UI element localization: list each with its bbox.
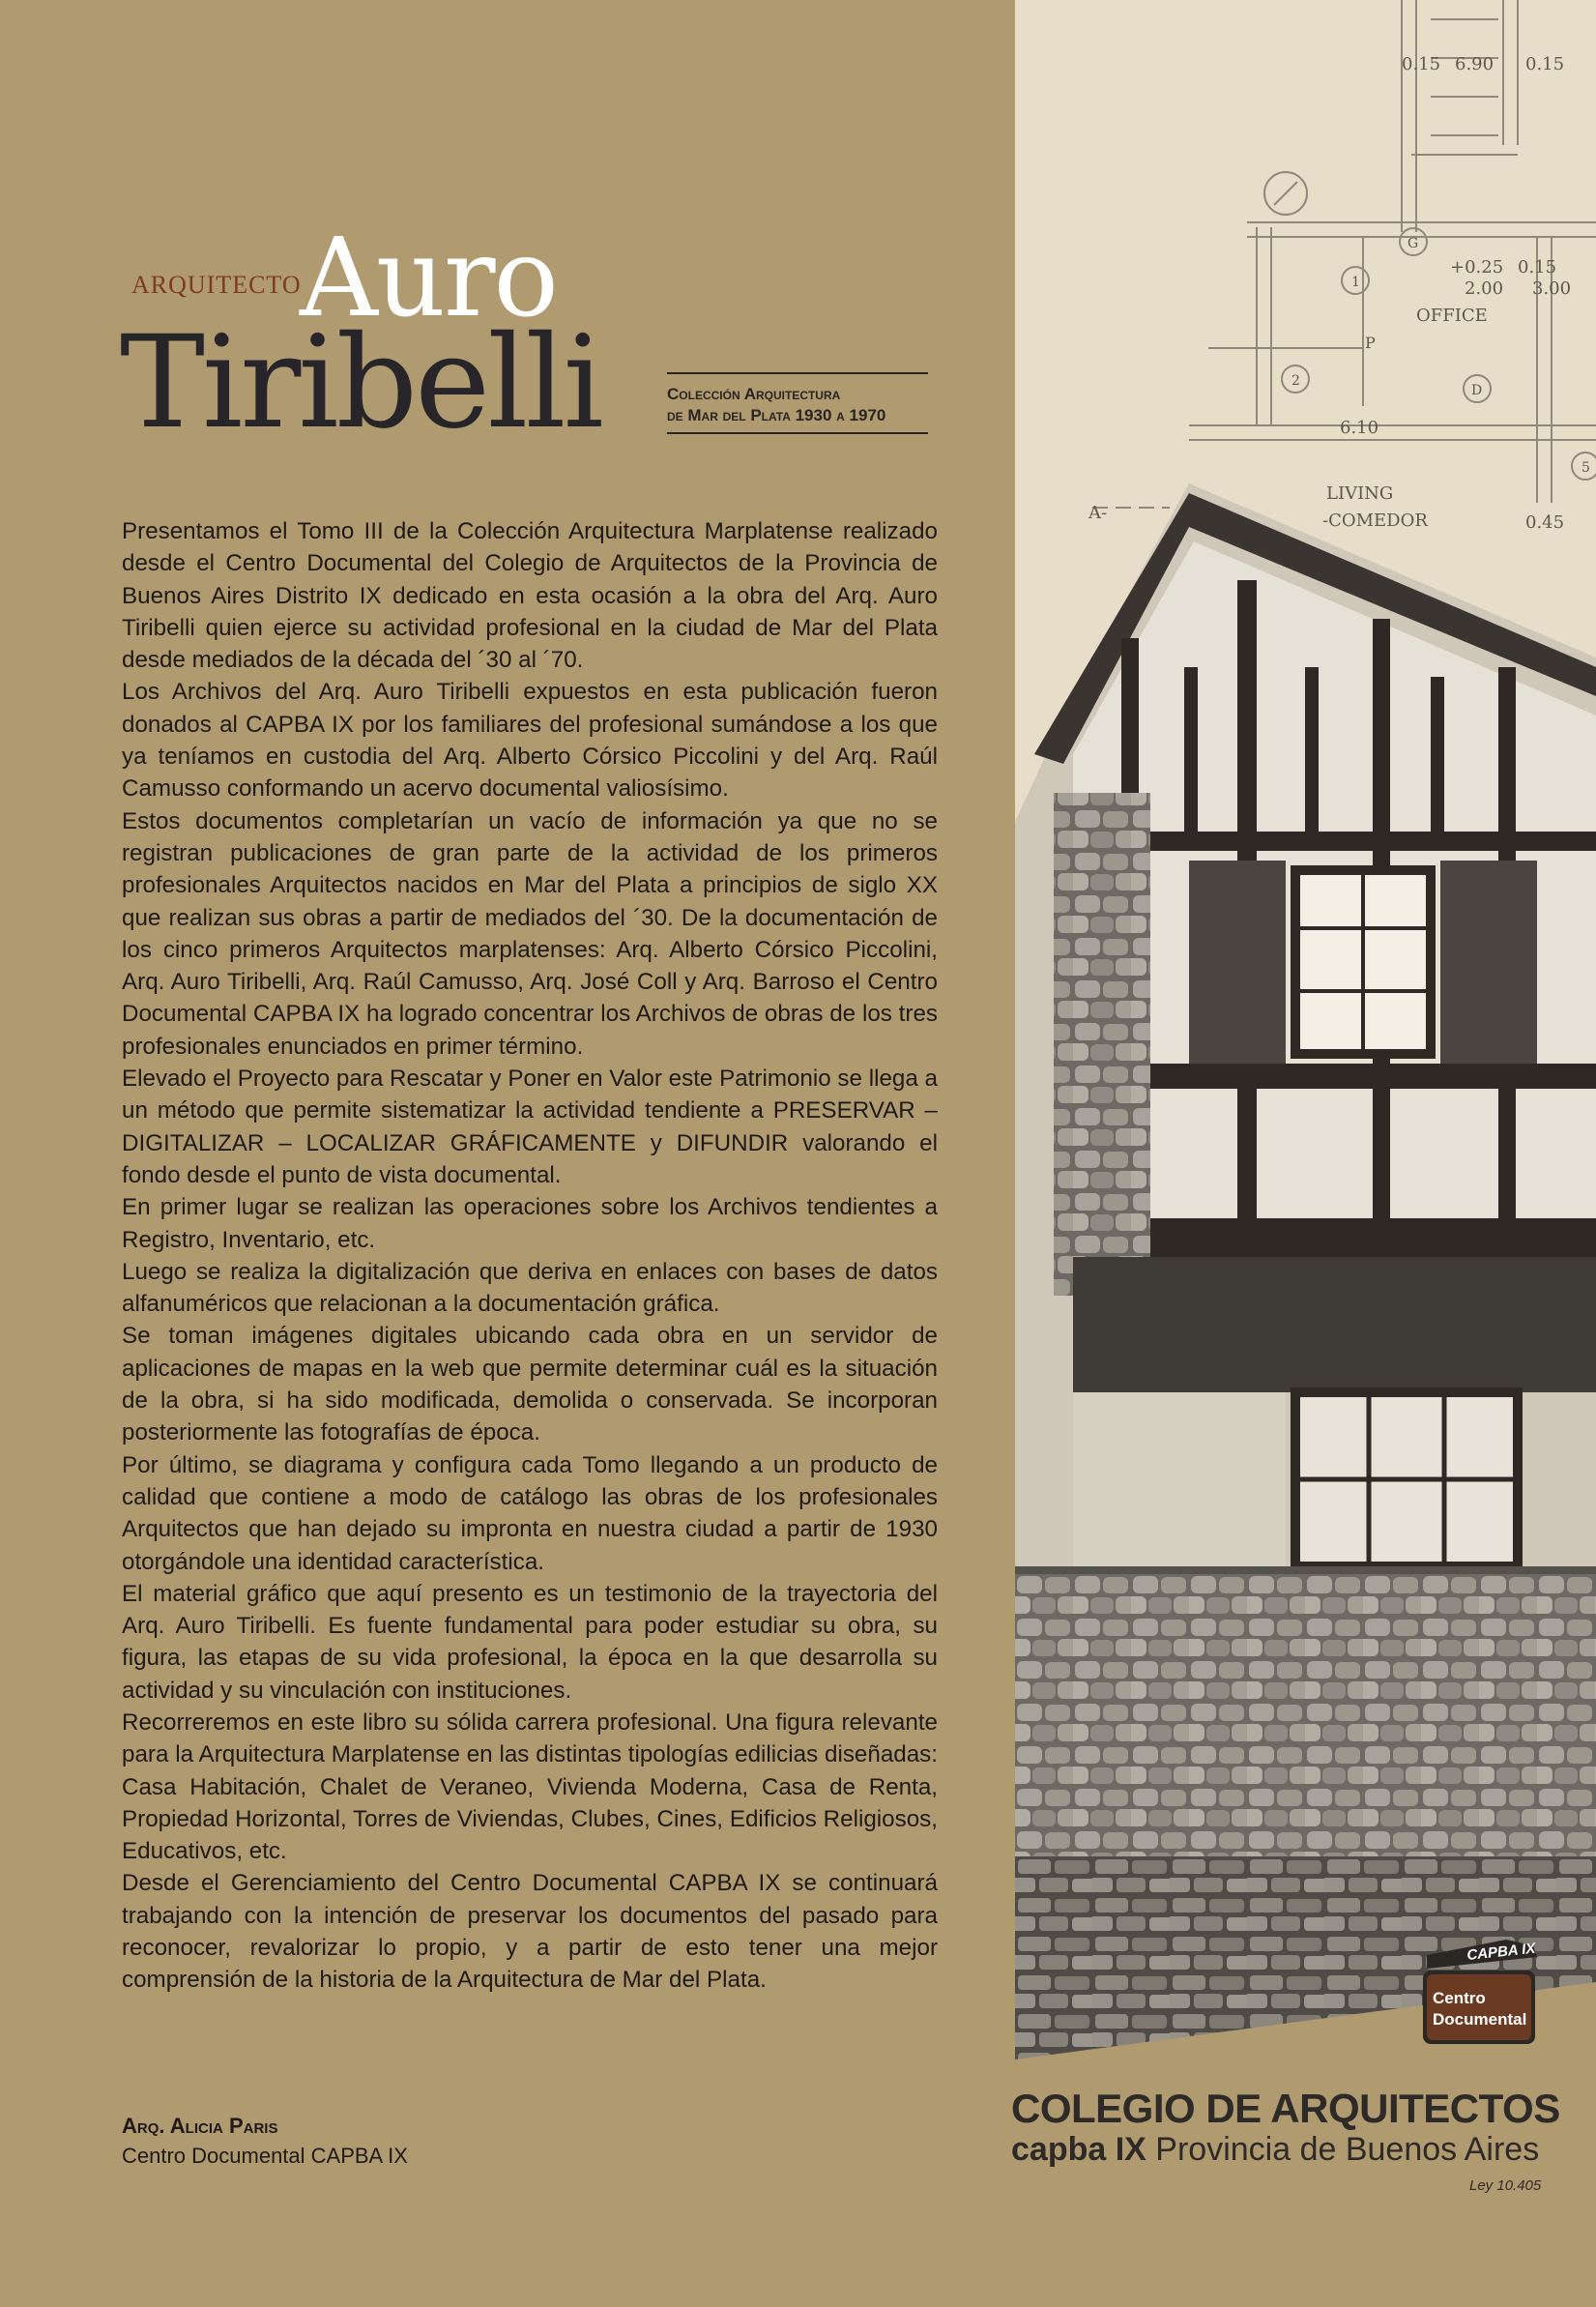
plan-label: 1	[1351, 275, 1360, 290]
plan-label: 6.90	[1455, 54, 1494, 74]
org-province: Provincia de Buenos Aires	[1155, 2131, 1540, 2168]
architect-first-name: Auro	[300, 216, 557, 341]
plan-label: 2.00	[1465, 278, 1504, 299]
plan-label: G	[1407, 236, 1419, 251]
plan-label: 3.00	[1532, 278, 1572, 299]
paragraph: El material gráfico que aquí presento es un testimonio de la trayectoria del Arq. Auro Tiribelli. Es fuente fundamental para poder estudiar su obra, su figura, las etapas de su vida profesional, la época en la que desarrolla su actividad y su vinculación con instituciones.	[122, 1580, 938, 1704]
plan-label: 0.15	[1402, 54, 1441, 74]
org-name: COLEGIO DE ARQUITECTOS	[1011, 2086, 1560, 2131]
paragraph: Los Archivos del Arq. Auro Tiribelli expuestos en esta publicación fueron donados al CAPBA IX por los familiares del profesional sumándose a los que ya teníamos en custodia del Arq. Alberto Córsico Piccolini y del Arq. Raúl Camusso conformando un acervo documental valiosísimo.	[122, 679, 938, 803]
paragraph: Luego se realiza la digitalización que deriva en enlaces con bases de datos alfanuméricos que relacionan a la documentación gráfica.	[122, 1258, 938, 1318]
org-law: Ley 10.405	[1469, 2177, 1542, 2194]
paragraph: Se toman imágenes digitales ubicando cada obra en un servidor de aplicaciones de mapas en la web que permite determinar cuál es la situación de la obra, si ha sido modificada, demolida o conservada. Se incorporan posteriormente las fotografías de época.	[122, 1323, 938, 1446]
signature-role: Centro Documental CAPBA IX	[122, 2144, 408, 2168]
badge-line-2: Documental	[1433, 2010, 1527, 2029]
org-subtitle	[1011, 2133, 1539, 2166]
collection-label	[667, 372, 928, 434]
plan-label: 5	[1581, 460, 1590, 476]
org-prefix: capba IX	[1011, 2131, 1146, 2168]
kicker-label: ARQUITECTO	[131, 271, 302, 299]
paragraph: Elevado el Proyecto para Rescatar y Poner en Valor este Patrimonio se llega a un método que permite sistematizar la actividad tendiente a PRESERVAR – DIGITALIZAR – LOCALIZAR GRÁFICAMENTE y DIFUNDIR valorando el fondo desde el punto de vista documental.	[122, 1066, 938, 1188]
architect-last-name: Tiribelli	[120, 308, 601, 457]
badge-top: CAPBA IX	[1465, 1940, 1537, 1964]
centro-documental-badge	[1413, 1936, 1541, 2048]
plan-label: 0.45	[1525, 512, 1565, 533]
plan-label: 0.15	[1525, 54, 1565, 74]
paragraph: Estos documentos completarían un vacío de información ya que no se registran publicaciones de gran parte de la actividad de los primeros profesionales Arquitectos nacidos en Mar del Plata a principios de siglo XX que realizan sus obras a partir de mediados del ´30. De la documentación de los cinco primeros Arquitectos marplatenses: Arq. Alberto Córsico Piccolini, Arq. Auro Tiribelli, Arq. Raúl Camusso, Arq. José Coll y Arq. Barroso el Centro Documental CAPBA IX ha logrado concentrar los Archivos de obras de los tres profesionales enunciados en primer término.	[122, 807, 938, 1060]
plan-label: +0.25	[1450, 257, 1504, 277]
plan-label: P	[1365, 334, 1376, 352]
plan-label: 0.15	[1518, 257, 1557, 277]
plan-label: OFFICE	[1416, 306, 1488, 326]
plan-label: -COMEDOR	[1322, 511, 1428, 531]
paragraph: Por último, se diagrama y configura cada Tomo llegando a un producto de calidad que contiene a modo de catálogo las obras de los profesionales Arquitectos que han dejado su impronta en nuestra ciudad a partir de 1930 otorgándole una identidad característica.	[122, 1451, 938, 1575]
paragraph: Desde el Gerenciamiento del Centro Documental CAPBA IX se continuará trabajando con la intención de preservar los documentos del pasado para reconocer, revalorizar lo propio, y a partir de esto tener una mejor comprensión de la historia de la Arquitectura de Mar del Plata.	[122, 1870, 938, 1994]
collection-line-2: de Mar del Plata 1930 a 1970	[667, 406, 886, 424]
signature-name: Arq. Alicia Paris	[122, 2114, 278, 2138]
body-text	[122, 515, 938, 1997]
paragraph: Presentamos el Tomo III de la Colección Arquitectura Marplatense realizado desde el Centro Documental del Colegio de Arquitectos de la Provincia de Buenos Aires Distrito IX dedicado en esta ocasión a la obra del Arq. Auro Tiribelli quien ejerce su actividad profesional en la ciudad de Mar del Plata desde mediados de la década del ´30 al ´70.	[122, 518, 938, 674]
collection-line-1: Colección Arquitectura	[667, 385, 841, 403]
plan-label: LIVING	[1326, 483, 1394, 504]
signature-block	[122, 2111, 408, 2171]
plan-label: A-	[1088, 503, 1108, 523]
paragraph: En primer lugar se realizan las operaciones sobre los Archivos tendientes a Registro, Inventario, etc.	[122, 1194, 938, 1253]
plan-label: 2	[1291, 373, 1300, 389]
plan-label: D	[1471, 383, 1483, 398]
plan-label: 6.10	[1340, 418, 1379, 438]
paragraph: Recorreremos en este libro su sólida carrera profesional. Una figura relevante para la Arquitectura Marplatense en las distintas tipologías edilicias diseñadas: Casa Habitación, Chalet de Veraneo, Vivienda Moderna, Casa de Renta, Propiedad Horizontal, Torres de Viviendas, Clubes, Cines, Edificios Religiosos, Educativos, etc.	[122, 1708, 938, 1865]
badge-line-1: Centro	[1433, 1989, 1486, 2007]
